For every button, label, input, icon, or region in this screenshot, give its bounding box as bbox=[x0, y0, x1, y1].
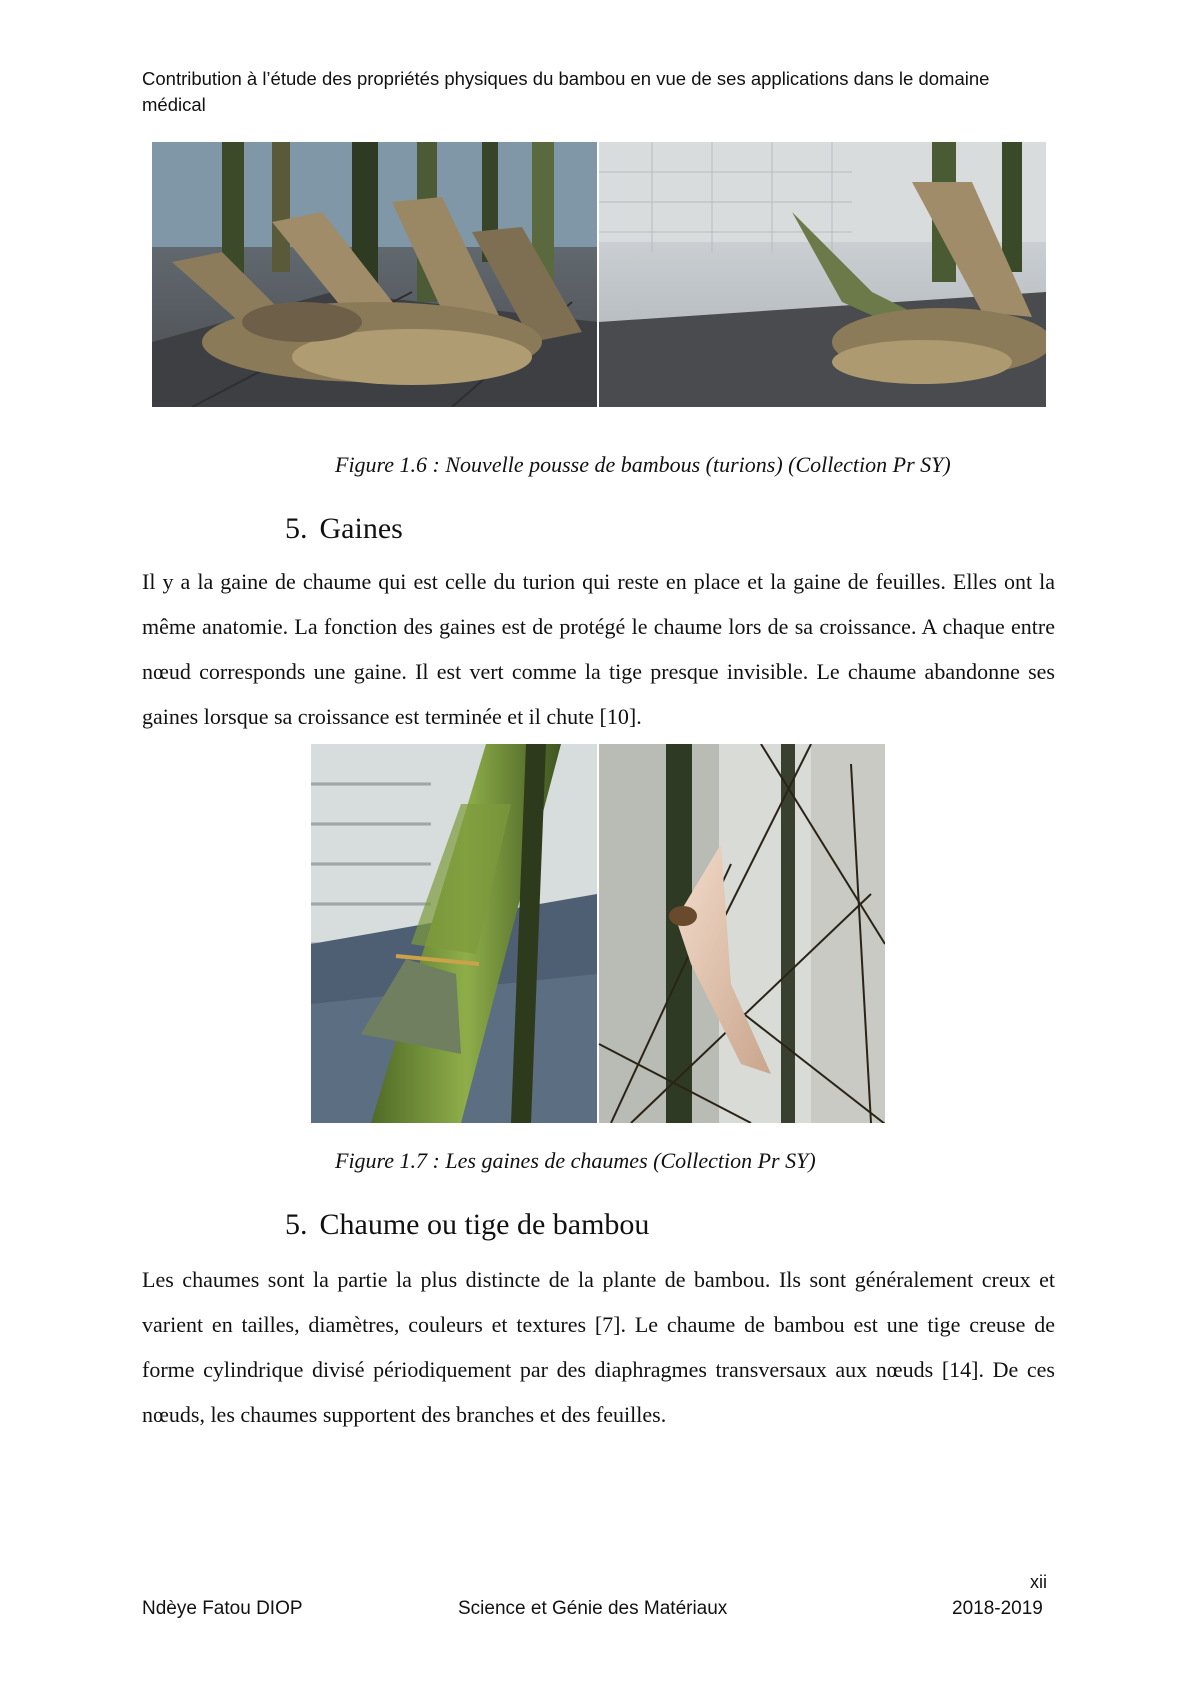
section-number: 5. bbox=[285, 512, 308, 545]
photo-dry-culm-sheath bbox=[599, 744, 885, 1123]
section-number: 5. bbox=[285, 1208, 308, 1241]
photo-turions-left bbox=[152, 142, 598, 407]
figure-1-7-photos bbox=[311, 744, 885, 1123]
paragraph-chaume: Les chaumes sont la partie la plus distincte de la plante de bambou. Ils sont généralement creux et varient en tailles, diamètres, couleurs et textures [7]. Le chaume de bambou est une tige creuse de forme cylindrique divisé périodiquement par des diaphragmes transversaux aux nœuds [14]. De ces nœuds, les chaumes supportent des branches et des feuilles. bbox=[142, 1267, 1055, 1427]
photo-green-culm-sheath bbox=[311, 744, 597, 1123]
figure-1-6-caption: Figure 1.6 : Nouvelle pousse de bambous (turions) (Collection Pr SY) bbox=[335, 452, 951, 477]
footer-department: Science et Génie des Matériaux bbox=[458, 1598, 728, 1619]
figure-1-6-photos bbox=[152, 142, 1046, 407]
photo-turions-right bbox=[599, 142, 1046, 407]
section-heading-gaines bbox=[285, 512, 403, 546]
figure-1-7-caption: Figure 1.7 : Les gaines de chaumes (Collection Pr SY) bbox=[335, 1148, 816, 1173]
section-heading-chaume bbox=[285, 1208, 649, 1242]
section-title: Gaines bbox=[319, 512, 403, 545]
footer-years: 2018-2019 bbox=[952, 1598, 1043, 1619]
page-number: xii bbox=[1030, 1572, 1047, 1592]
running-header: Contribution à l’étude des propriétés physiques du bambou en vue de ses applications dans le domaine médical bbox=[142, 68, 990, 115]
section-title: Chaume ou tige de bambou bbox=[319, 1208, 650, 1241]
paragraph-gaines: Il y a la gaine de chaume qui est celle du turion qui reste en place et la gaine de feuilles. Elles ont la même anatomie. La fonction des gaines est de protégé le chaume lors de sa croissance. A chaque entre nœud corresponds une gaine. Il est vert comme la tige presque invisible. Le chaume abandonne ses gaines lorsque sa croissance est terminée et il chute [10]. bbox=[142, 569, 1055, 729]
footer-author: Ndèye Fatou DIOP bbox=[142, 1598, 303, 1619]
